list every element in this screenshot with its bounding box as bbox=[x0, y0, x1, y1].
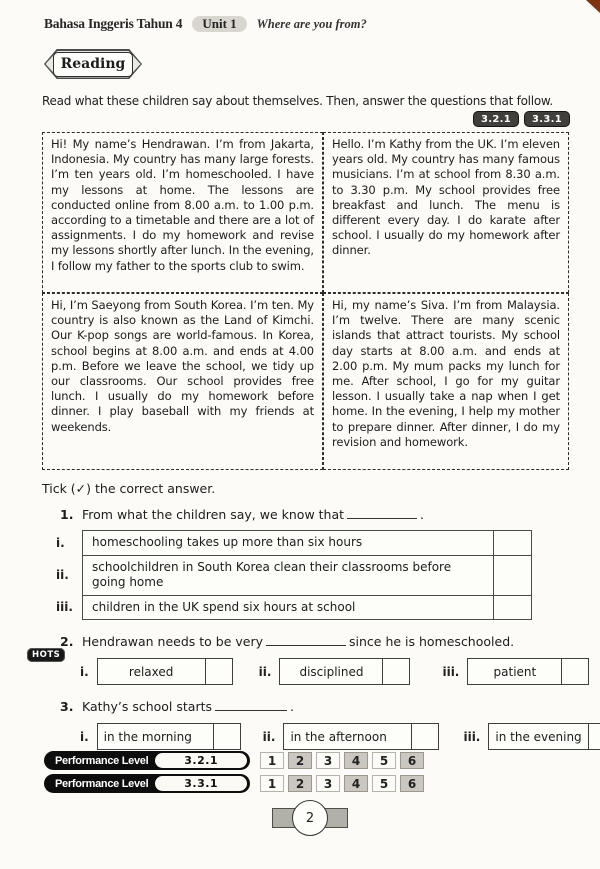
stem-text: From what the children say, we know that bbox=[82, 507, 345, 522]
level-cell: 5 bbox=[372, 752, 396, 769]
book-title: Bahasa Inggeris Tahun 4 bbox=[44, 16, 183, 31]
performance-levels bbox=[260, 775, 424, 792]
option-group bbox=[442, 658, 589, 685]
option-label: ii. bbox=[56, 568, 69, 582]
performance-code: 3.2.1 bbox=[155, 753, 247, 768]
stem-punctuation: . bbox=[420, 507, 425, 522]
option-label: iii. bbox=[463, 729, 481, 744]
option-label: i. bbox=[80, 664, 89, 679]
passages-grid bbox=[42, 132, 569, 470]
performance-pill bbox=[44, 751, 250, 770]
level-cell: 6 bbox=[400, 775, 424, 792]
tick-cell[interactable] bbox=[494, 556, 531, 595]
option-group bbox=[80, 723, 241, 750]
passage-text: Hi, I’m Saeyong from South Korea. I’m ten. My country is also known as the Land of Kimchi. Our K-pop songs are world-famous. In Korea, school begins at 8.00 a.m. and ends at 4.00 p.m. Before we leave the school, we tidy up our classrooms. Our school provides free lunch. I usually do my homework before dinner. I play baseball with my friends at weekends. bbox=[51, 298, 314, 434]
passage-text: Hi! My name’s Hendrawan. I’m from Jakarta, Indonesia. My country has many large forests. I’m ten years old. I’m homeschooled. I have my lessons at home. The lessons are conducted online from 8.00 a.m. to 1.00 p.m. according to a timetable and there are a lot of assignments. I do my homework and revise my lessons shortly after lunch. In the evening, I follow my father to the sports club to swim. bbox=[51, 137, 314, 273]
level-cell: 1 bbox=[260, 775, 284, 792]
standard-badges bbox=[473, 111, 570, 127]
question-2 bbox=[60, 634, 590, 685]
passage-text: Hello. I’m Kathy from the UK. I’m eleven years old. My country has many famous musicians. I’m at school from 8.30 a.m. to 3.30 p.m. My school provides free breakfast and lunch. The menu is different every day. I do karate after school. I usually do my homework after dinner. bbox=[332, 137, 560, 258]
option-text: disciplined bbox=[299, 664, 364, 679]
performance-label: Performance Level bbox=[55, 754, 149, 767]
page-corner-fold bbox=[586, 0, 600, 13]
unit-badge: Unit 1 bbox=[192, 16, 246, 32]
question-number: 3. bbox=[60, 699, 74, 714]
question-1 bbox=[56, 507, 570, 620]
option-text: in the evening bbox=[495, 729, 582, 744]
performance-label: Performance Level bbox=[55, 777, 149, 790]
options-row bbox=[60, 658, 590, 685]
passage-kathy bbox=[323, 132, 569, 293]
tick-box[interactable] bbox=[205, 659, 232, 684]
passage-saeyong bbox=[42, 293, 323, 470]
level-cell: 5 bbox=[372, 775, 396, 792]
option-text-cell: schoolchildren in South Korea clean their classrooms before going home bbox=[83, 556, 494, 595]
level-cell: 2 bbox=[288, 752, 312, 769]
hots-badge: HOTS bbox=[27, 648, 65, 662]
level-cell: 1 bbox=[260, 752, 284, 769]
answer-blank bbox=[347, 508, 417, 519]
option-text: patient bbox=[493, 664, 537, 679]
option-group bbox=[463, 723, 600, 750]
option-box bbox=[97, 658, 233, 685]
tick-cell[interactable] bbox=[494, 596, 531, 620]
option-text: in the afternoon bbox=[290, 729, 387, 744]
passage-hendrawan bbox=[42, 132, 323, 293]
option-group bbox=[263, 723, 440, 750]
tick-cell[interactable] bbox=[494, 531, 531, 555]
answer-table bbox=[56, 530, 532, 620]
unit-title: Where are you from? bbox=[256, 17, 367, 31]
option-group bbox=[259, 658, 411, 685]
option-label: i. bbox=[56, 535, 65, 550]
option-text: relaxed bbox=[128, 664, 174, 679]
performance-pill bbox=[44, 774, 250, 793]
option-text-cell: children in the UK spend six hours at school bbox=[83, 596, 494, 620]
tick-box[interactable] bbox=[561, 659, 588, 684]
option-label: iii. bbox=[442, 664, 460, 679]
passage-text: Hi, my name’s Siva. I’m from Malaysia. I’m twelve. There are many scenic islands that attract tourists. My school day starts at 8.00 a.m. and ends at 2.00 p.m. My mum packs my lunch for me. After school, I go for my guitar lesson. I usually take a nap when I get home. In the evening, I help my mother to prepare dinner. After dinner, I do my revision and homework. bbox=[332, 298, 560, 449]
performance-section bbox=[44, 751, 424, 797]
tick-instruction: Tick (✓) the correct answer. bbox=[42, 481, 216, 496]
option-group bbox=[80, 658, 233, 685]
tick-box[interactable] bbox=[588, 724, 600, 749]
option-box bbox=[488, 723, 600, 750]
question-2-stem bbox=[60, 634, 590, 649]
answer-blank bbox=[215, 700, 287, 711]
option-label: ii. bbox=[258, 664, 272, 679]
question-3 bbox=[60, 699, 590, 750]
question-number: 2. bbox=[60, 634, 74, 649]
level-cell: 3 bbox=[316, 752, 340, 769]
standard-badge: 3.2.1 bbox=[473, 111, 519, 127]
level-cell: 6 bbox=[400, 752, 424, 769]
tick-box[interactable] bbox=[213, 724, 240, 749]
option-label: iii. bbox=[56, 600, 73, 615]
performance-levels bbox=[260, 752, 424, 769]
performance-row bbox=[44, 751, 424, 770]
question-number: 1. bbox=[60, 507, 74, 522]
standard-badge: 3.3.1 bbox=[524, 111, 570, 127]
instruction-text: Read what these children say about themselves. Then, answer the questions that follow. bbox=[42, 94, 553, 108]
performance-code: 3.3.1 bbox=[155, 776, 247, 791]
tick-box[interactable] bbox=[382, 659, 409, 684]
option-text: in the morning bbox=[103, 729, 192, 744]
level-cell: 4 bbox=[344, 775, 368, 792]
level-cell: 2 bbox=[288, 775, 312, 792]
answer-blank bbox=[266, 635, 346, 646]
option-box bbox=[467, 658, 589, 685]
option-label: ii. bbox=[262, 729, 276, 744]
page-number: 2 bbox=[292, 800, 328, 836]
performance-row bbox=[44, 774, 424, 793]
stem-text: Kathy’s school starts bbox=[82, 699, 212, 714]
table-row bbox=[56, 531, 531, 555]
table-row bbox=[56, 555, 531, 595]
table-row bbox=[56, 595, 531, 620]
passage-siva bbox=[323, 293, 569, 470]
page-header bbox=[44, 16, 367, 32]
question-3-stem bbox=[60, 699, 590, 714]
option-box bbox=[283, 723, 439, 750]
level-cell: 4 bbox=[344, 752, 368, 769]
page-number-tab bbox=[272, 800, 348, 840]
question-1-stem bbox=[60, 507, 570, 522]
option-text-cell: homeschooling takes up more than six hours bbox=[83, 531, 494, 555]
reading-banner-label: Reading bbox=[53, 52, 133, 77]
stem-punctuation: . bbox=[290, 699, 294, 714]
level-cell: 3 bbox=[316, 775, 340, 792]
reading-banner bbox=[44, 49, 142, 79]
option-box bbox=[279, 658, 410, 685]
option-box bbox=[97, 723, 241, 750]
tick-box[interactable] bbox=[411, 724, 438, 749]
option-label: i. bbox=[80, 729, 89, 744]
stem-text: since he is homeschooled. bbox=[349, 634, 515, 649]
options-row bbox=[60, 723, 590, 750]
stem-text: Hendrawan needs to be very bbox=[82, 634, 263, 649]
